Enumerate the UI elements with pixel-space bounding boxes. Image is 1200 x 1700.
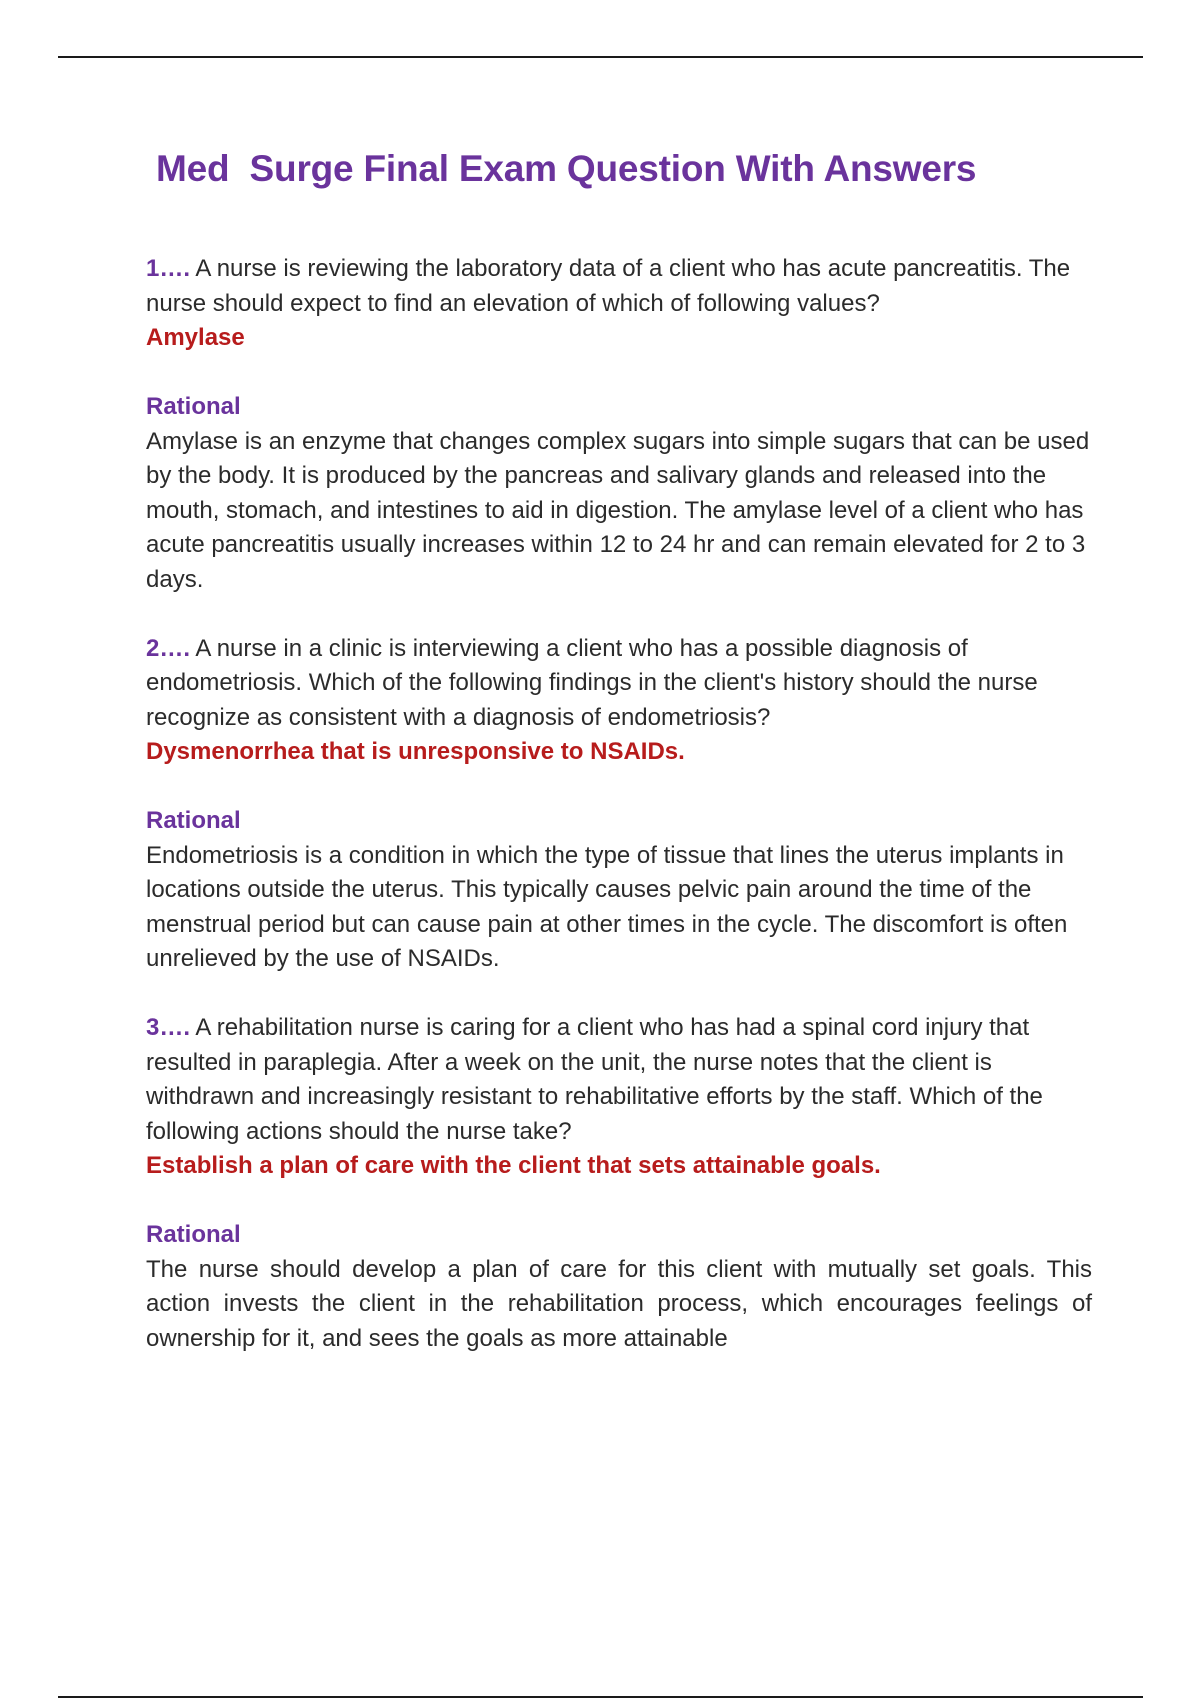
header-rule bbox=[58, 56, 1143, 58]
rational-block-1 bbox=[146, 390, 1092, 597]
question-body: A nurse is reviewing the laboratory data of a client who has acute pancreatitis. The nurse should expect to find an elevation of which of following values? bbox=[146, 255, 1071, 317]
question-text bbox=[146, 252, 1092, 321]
question-text bbox=[146, 1011, 1092, 1149]
rational-block-3 bbox=[146, 1218, 1092, 1356]
answer-text: Amylase bbox=[146, 324, 245, 351]
document-title: Med Surge Final Exam Question With Answers bbox=[156, 148, 977, 189]
question-block-2 bbox=[146, 632, 1092, 770]
question-block-1 bbox=[146, 252, 1092, 356]
rational-text: Endometriosis is a condition in which the type of tissue that lines the uterus implants in locations outside the uterus. This typically causes pelvic pain around the time of the menstrual period but can cause pain at other times in the cycle. The discomfort is often unrelieved by the use of NSAIDs. bbox=[146, 841, 1068, 972]
answer-text: Dysmenorrhea that is unresponsive to NSAIDs. bbox=[146, 738, 685, 765]
answer-text: Establish a plan of care with the client that sets attainable goals. bbox=[146, 1152, 881, 1179]
rational-block-2 bbox=[146, 804, 1092, 977]
question-number: 3…. bbox=[146, 1014, 191, 1041]
question-body: A nurse in a clinic is interviewing a client who has a possible diagnosis of endometriosis. Which of the following findings in the client's history should the nurse recognize as consistent with a diagnosis of endometriosis? bbox=[146, 634, 1038, 731]
question-body: A rehabilitation nurse is caring for a client who has had a spinal cord injury that resulted in paraplegia. After a week on the unit, the nurse notes that the client is withdrawn and increasingly resistant to rehabilitative efforts by the staff. Which of the following actions should the nurse take? bbox=[146, 1014, 1043, 1145]
question-text bbox=[146, 632, 1092, 736]
rational-text: Amylase is an enzyme that changes complex sugars into simple sugars that can be used by the body. It is produced by the pancreas and salivary glands and released into the mouth, stomach, and intestines to aid in digestion. The amylase level of a client who has acute pancreatitis usually increases within 12 to 24 hr and can remain elevated for 2 to 3 days. bbox=[146, 427, 1090, 593]
rational-label: Rational bbox=[146, 1221, 241, 1248]
footer-rule bbox=[58, 1696, 1143, 1698]
document-body bbox=[146, 252, 1092, 1391]
rational-label: Rational bbox=[146, 807, 241, 834]
question-number: 2…. bbox=[146, 634, 191, 662]
rational-label: Rational bbox=[146, 393, 241, 420]
question-number: 1…. bbox=[146, 255, 191, 282]
question-block-3 bbox=[146, 1011, 1092, 1184]
rational-text: The nurse should develop a plan of care for this client with mutually set goals. This action invests the client in the rehabilitation process, which encourages feelings of ownership for it, and sees the goals as more attainable bbox=[146, 1255, 1092, 1352]
